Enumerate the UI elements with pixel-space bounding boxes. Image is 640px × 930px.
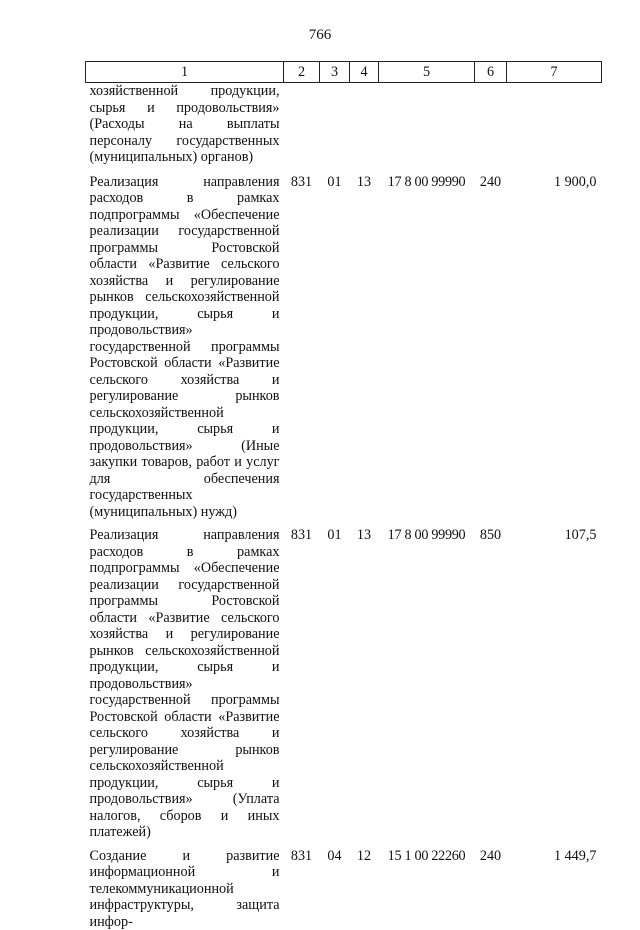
table-row xyxy=(86,174,602,528)
row-description: хозяйственной продукции, сырья и продовольствия» (Расходы на выплаты персоналу государственных (муниципальных) органов) xyxy=(86,83,284,174)
row-description: Реализация направления расходов в рамках подпрограммы «Обеспечение реализации государственной программы Ростовской области «Развитие сельского хозяйства и регулирование рынков сельскохозяйственной продукции, сырья и продовольствия» государственной программы Ростовской области «Развитие сельского хозяйства и регулирование рынков сельскохозяйственной продукции, сырья и продовольствия» (Иные закупки товаров, работ и услуг для обеспечения государственных (муниципальных) нужд) xyxy=(86,174,284,528)
row-ministry-code: 831 xyxy=(284,527,320,848)
header-col-7: 7 xyxy=(507,62,602,83)
row-amount xyxy=(507,83,602,174)
row-section xyxy=(320,83,350,174)
header-col-4: 4 xyxy=(350,62,379,83)
header-col-3: 3 xyxy=(320,62,350,83)
header-col-1: 1 xyxy=(86,62,284,83)
row-target-article: 17 8 00 99990 xyxy=(379,527,475,848)
table-row xyxy=(86,848,602,930)
row-ministry-code: 831 xyxy=(284,174,320,528)
row-amount: 1 449,7 xyxy=(507,848,602,930)
row-subsection: 12 xyxy=(350,848,379,930)
row-target-article: 17 8 00 99990 xyxy=(379,174,475,528)
row-subsection: 13 xyxy=(350,174,379,528)
row-section: 04 xyxy=(320,848,350,930)
row-amount: 107,5 xyxy=(507,527,602,848)
row-expense-type xyxy=(475,83,507,174)
row-section: 01 xyxy=(320,527,350,848)
table-row xyxy=(86,527,602,848)
row-target-article: 15 1 00 22260 xyxy=(379,848,475,930)
row-ministry-code: 831 xyxy=(284,848,320,930)
row-subsection: 13 xyxy=(350,527,379,848)
header-col-5: 5 xyxy=(379,62,475,83)
row-description: Реализация направления расходов в рамках подпрограммы «Обеспечение реализации государственной программы Ростовской области «Развитие сельского хозяйства и регулирование рынков сельскохозяйственной продукции, сырья и продовольствия» государственной программы Ростовской области «Развитие сельского хозяйства и регулирование рынков сельскохозяйственной продукции, сырья и продовольствия» (Уплата налогов, сборов и иных платежей) xyxy=(86,527,284,848)
row-expense-type: 240 xyxy=(475,848,507,930)
row-subsection xyxy=(350,83,379,174)
header-row xyxy=(86,62,602,83)
row-section: 01 xyxy=(320,174,350,528)
table-header xyxy=(86,62,602,83)
row-expense-type: 850 xyxy=(475,527,507,848)
header-col-2: 2 xyxy=(284,62,320,83)
row-description: Создание и развитие информационной и телекоммуникационной инфраструктуры, защита инфор- xyxy=(86,848,284,930)
table-row xyxy=(86,83,602,174)
page-number: 766 xyxy=(0,27,640,44)
row-ministry-code xyxy=(284,83,320,174)
table-body xyxy=(86,83,602,930)
row-target-article xyxy=(379,83,475,174)
budget-table xyxy=(85,61,602,930)
row-expense-type: 240 xyxy=(475,174,507,528)
row-amount: 1 900,0 xyxy=(507,174,602,528)
header-col-6: 6 xyxy=(475,62,507,83)
